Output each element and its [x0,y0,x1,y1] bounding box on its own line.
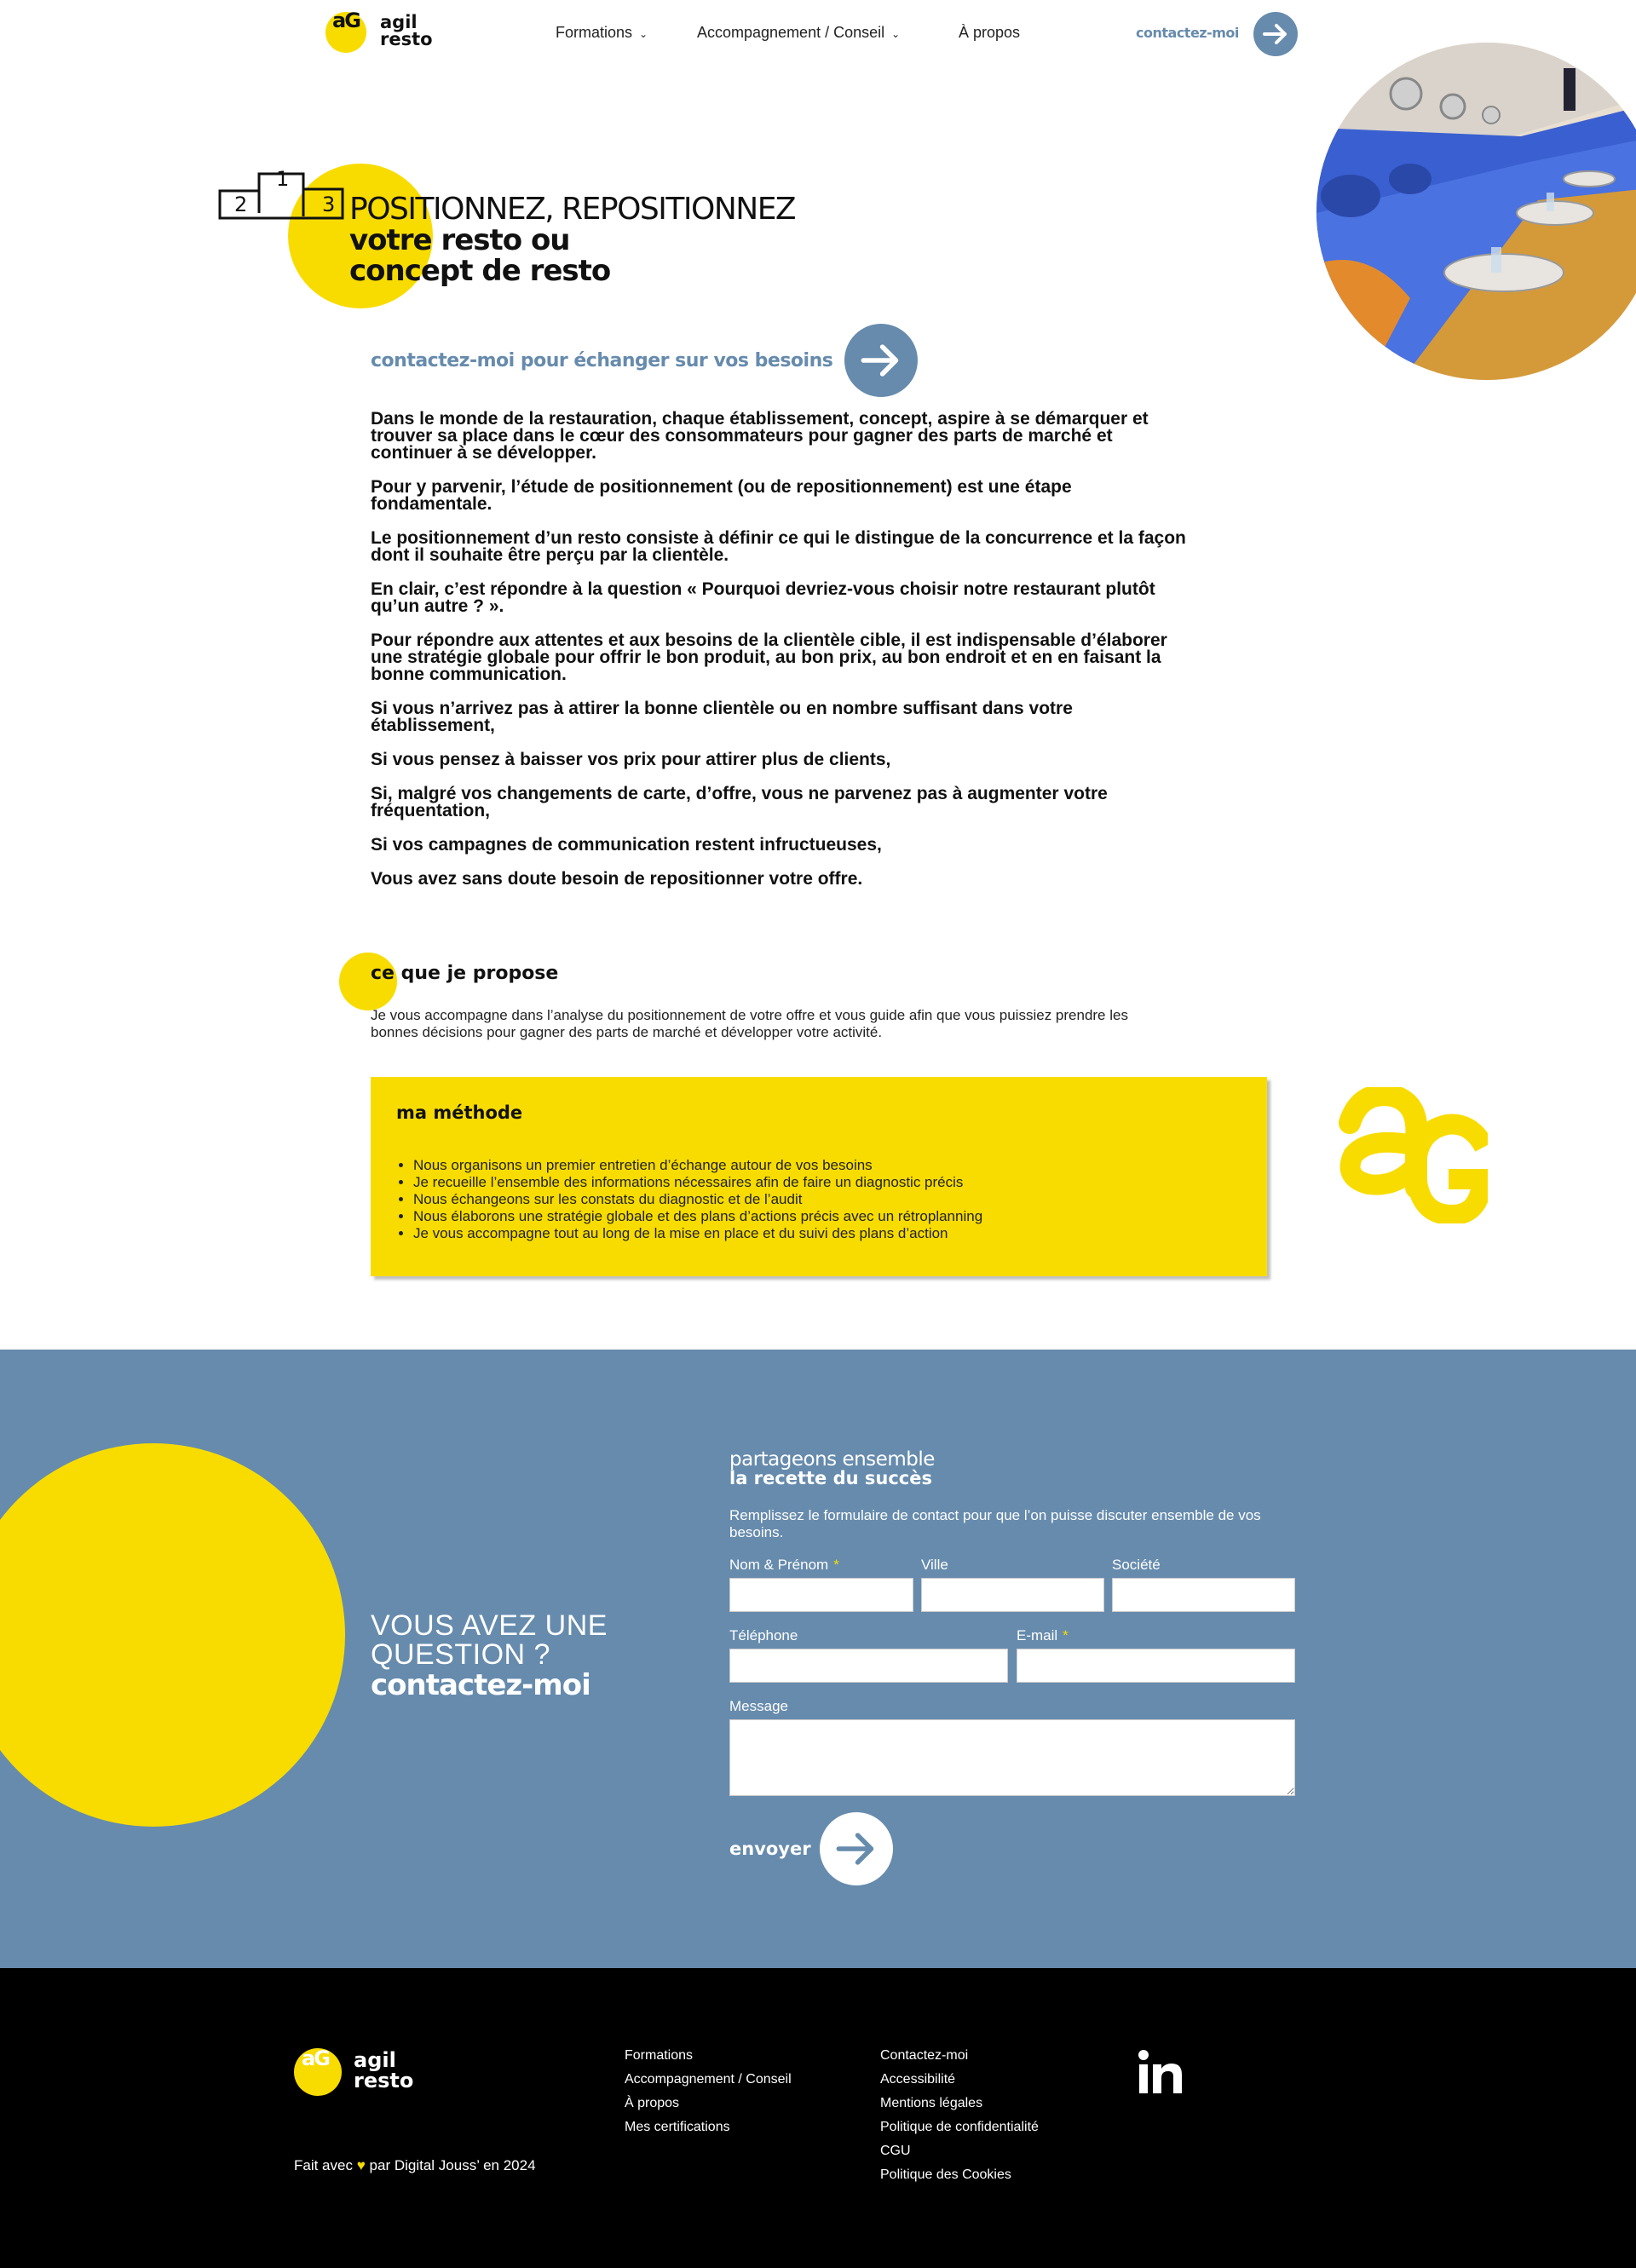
intro-paragraph: Si vos campagnes de communication restent infructueuses, [371,835,882,855]
list-item: • Nous échangeons sur les constats du diagnostic et de l’audit [413,1191,1241,1208]
podium-label-1: 1 [276,167,290,191]
required-mark: * [1063,1627,1069,1643]
podium-label-2: 2 [234,193,248,216]
nav-item-apropos[interactable] [959,24,1020,42]
linkedin-icon[interactable] [1138,2049,1184,2095]
footer-logo[interactable] [294,2046,439,2098]
message-label-text: Message [729,1698,788,1714]
phone-label [729,1627,798,1644]
send-label: envoyer [729,1839,811,1859]
propose-text: Je vous accompagne dans l’analyse du positionnement de votre offre et vous guide afin que vous puissiez prendre les bonnes décisions pour gagner des parts de marché et développer votre activité. [371,1007,1128,1040]
name-label [729,1557,839,1574]
email-field[interactable] [1017,1649,1295,1683]
hero-contact-cta[interactable] [371,324,918,397]
list-item: • Je vous accompagne tout au long de la mise en place et du suivi des plans d’action [413,1225,1241,1242]
site-header [0,0,1636,66]
email-label-text: E-mail [1017,1627,1058,1643]
logo-line1: agil [354,2048,396,2072]
phone-field[interactable] [729,1649,1008,1683]
footer-link-formations[interactable]: Formations [625,2048,694,2063]
made-by [294,2157,536,2174]
company-label [1112,1557,1161,1574]
header-logo[interactable] [325,9,445,53]
email-label [1017,1627,1069,1644]
page-title-line2: votre resto ou [349,223,570,257]
arrow-right-icon [1253,12,1298,56]
list-item: • Nous organisons un premier entretien d’échange autour de vos besoins [413,1157,1241,1174]
method-heading: ma méthode [396,1102,523,1123]
message-label [729,1698,788,1715]
intro-paragraph: Pour répondre aux attentes et aux besoins de la clientèle cible, il est indispensable d’élaborer une stratégie globale pour offrir le bon produit, au bon prix, au bon endroit et en en faisant la bonne communication. [371,630,1167,684]
arrow-right-icon [820,1812,893,1885]
page-title-line3: concept de resto [349,254,611,288]
question-heading [371,1611,608,1701]
intro-paragraph: Si vous pensez à baisser vos prix pour attirer plus de clients, [371,750,891,769]
list-item: • Je recueille l’ensemble des informations nécessaires afin de faire un diagnostic précis [413,1174,1241,1191]
name-field[interactable] [729,1578,913,1612]
form-heading-line1: partageons ensemble [729,1448,935,1471]
footer-link-accompagnement[interactable]: Accompagnement / Conseil [625,2072,792,2087]
footer-link-accessibilite[interactable]: Accessibilité [880,2072,956,2087]
page-title-line1: POSITIONNEZ, REPOSITIONNEZ [349,192,796,227]
send-button[interactable] [729,1812,893,1885]
chevron-down-icon: ⌄ [891,28,901,40]
footer-link-contact[interactable]: Contactez-moi [880,2048,969,2063]
question-cta: contactez-moi [371,1668,590,1702]
page-title [349,194,795,286]
intro-paragraph: Si, malgré vos changements de carte, d’offre, vous ne parvenez pas à augmenter votre fréquentation, [371,784,1108,820]
made-prefix: Fait avec [294,2157,353,2173]
footer-link-apropos[interactable]: À propos [625,2096,680,2110]
question-line2: QUESTION ? [371,1638,550,1671]
intro-paragraph: Si vous n’arrivez pas à attirer la bonne clientèle ou en nombre suffisant dans votre établissement, [371,699,1073,735]
intro-paragraph: Le positionnement d’un resto consiste à définir ce qui le distingue de la concurrence et la façon dont il souhaite être perçu par la clientèle. [371,528,1186,565]
header-contact-label: contactez-moi [1136,25,1239,41]
nav-item-label: Formations [556,24,633,41]
intro-paragraph: Vous avez sans doute besoin de repositionner votre offre. [371,869,863,889]
form-heading-line2: la recette du succès [729,1468,932,1488]
footer-link-cgu[interactable]: CGU [880,2144,911,2158]
hero-restaurant-photo [1316,43,1636,380]
footer-link-certifications[interactable]: Mes certifications [625,2120,730,2134]
method-list [396,1157,1241,1242]
message-field[interactable] [729,1719,1295,1796]
logo-mark: aG [302,2046,329,2070]
logo-line2: resto [380,29,433,49]
heart-icon: ♥ [356,2157,366,2173]
form-heading [729,1450,935,1488]
intro-paragraph: Pour y parvenir, l’étude de positionnement (ou de repositionnement) est une étape fondamentale. [371,477,1072,514]
list-item: • Nous élaborons une stratégie globale et des plans d’actions précis avec un rétroplanning [413,1208,1241,1225]
form-intro: Remplissez le formulaire de contact pour que l’on puisse discuter ensemble de vos besoins. [729,1507,1261,1540]
city-field[interactable] [921,1578,1104,1612]
contact-yellow-circle [0,1443,345,1827]
header-contact-button[interactable] [1136,12,1299,56]
arrow-right-icon [844,324,918,397]
restaurant-illustration [1316,43,1636,380]
intro-text [371,411,1189,905]
company-field[interactable] [1112,1578,1295,1612]
footer-link-cookies[interactable]: Politique des Cookies [880,2167,1011,2182]
podium-label-3: 3 [322,193,336,216]
method-box [371,1077,1267,1276]
required-mark: * [833,1557,839,1573]
name-label-text: Nom & Prénom [729,1557,829,1573]
footer-link-confidentialite[interactable]: Politique de confidentialité [880,2120,1039,2134]
hero-cta-label: contactez-moi pour échanger sur vos besoins [371,349,833,371]
agilresto-logo-mark [1334,1087,1488,1223]
propose-heading: ce que je propose [371,963,559,984]
logo-line1: agil [380,12,418,32]
question-line1: VOUS AVEZ UNE [371,1609,608,1642]
footer-link-mentions[interactable]: Mentions légales [880,2096,983,2110]
nav-item-label: Accompagnement / Conseil [697,24,885,41]
company-label-text: Société [1112,1557,1161,1573]
logo-line2: resto [354,2069,414,2092]
city-label [921,1557,948,1574]
city-label-text: Ville [921,1557,948,1573]
nav-item-label: À propos [959,24,1021,41]
contact-section [0,1350,1636,1968]
intro-paragraph: Dans le monde de la restauration, chaque établissement, concept, aspire à se démarquer et trouver sa place dans le cœur des consommateurs pour gagner des parts de marché et continuer à se développer. [371,409,1149,463]
logo-mark: aG [332,9,360,32]
nav-item-formations[interactable] [556,24,648,42]
nav-item-accompagnement[interactable] [697,24,900,42]
made-suffix: par Digital Jouss’ en 2024 [369,2157,536,2173]
chevron-down-icon: ⌄ [639,28,648,40]
site-footer [0,1968,1636,2268]
phone-label-text: Téléphone [729,1627,798,1643]
intro-paragraph: En clair, c’est répondre à la question « Pourquoi devriez-vous choisir notre restaurant plutôt qu’un autre ? ». [371,579,1155,616]
